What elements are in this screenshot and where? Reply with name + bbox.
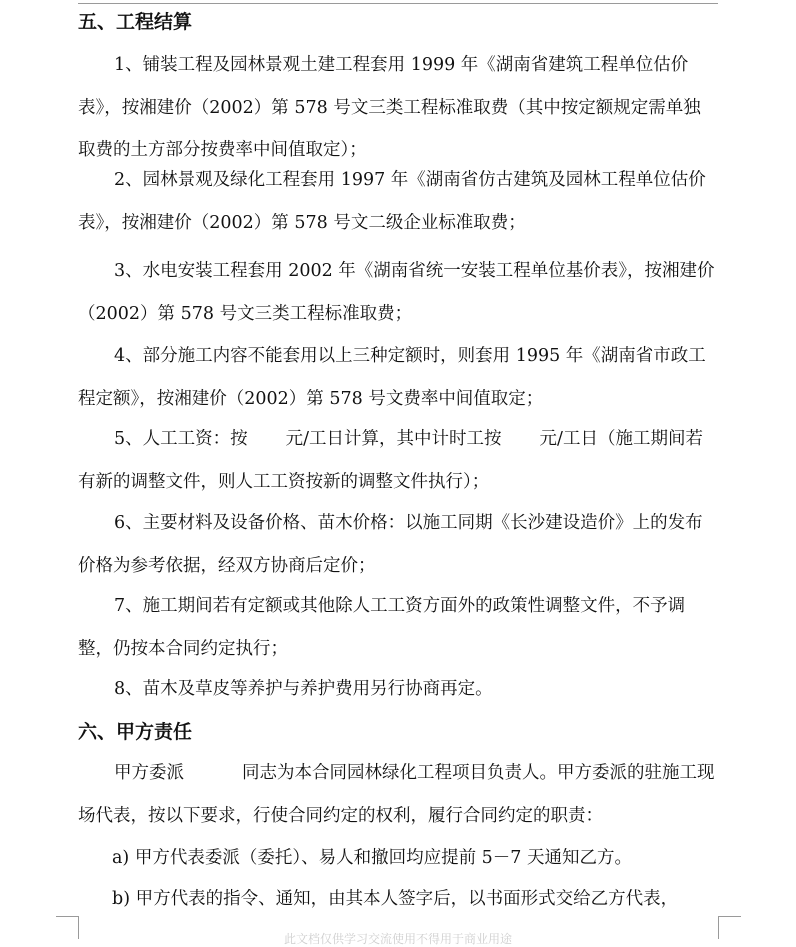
clause-5-7: 7、施工期间若有定额或其他除人工工资方面外的政策性调整文件，不予调整，仍按本合同约定执行； xyxy=(78,596,686,659)
clause-5-8: 8、苗木及草皮等养护与养护费用另行协商再定。 xyxy=(114,679,493,699)
clause-5-4: 4、部分施工内容不能套用以上三种定额时，则套用 1995 年《湖南省市政工程定额》，按湘建价（2002）第 578 号文费率中间值取定； xyxy=(78,346,706,409)
section-6-heading: 六、甲方责任 xyxy=(78,721,193,743)
clause-5-2: 2、园林景观及绿化工程套用 1997 年《湖南省仿古建筑及园林工程单位估价表》，按湘建价（2002）第 578 号文二级企业标准取费； xyxy=(78,170,706,233)
clause-5-3: 3、水电安装工程套用 2002 年《湖南省统一安装工程单位基价表》，按湘建价（2002）第 578 号文三类工程标准取费； xyxy=(78,261,715,324)
clause-6-a: a) 甲方代表委派（委托）、易人和撤回均应提前 5－7 天通知乙方。 xyxy=(112,848,632,868)
clause-5-1: 1、铺装工程及园林景观土建工程套用 1999 年《湖南省建筑工程单位估价表》，按湘建价（2002）第 578 号文三类工程标准取费（其中按定额规定需单独取费的土方部分按费率中间值取定）； xyxy=(78,55,701,160)
clause-5-5: 5、人工工资：按 元/工日计算，其中计时工按 元/工日（施工期间若有新的调整文件，则人工工资按新的调整文件执行）； xyxy=(78,429,703,492)
clause-5-6: 6、主要材料及设备价格、苗木价格：以施工同期《长沙建设造价》上的发布价格为参考依据，经双方协商后定价； xyxy=(78,513,703,576)
clause-6-b: b) 甲方代表的指令、通知，由其本人签字后，以书面形式交给乙方代表， xyxy=(112,889,679,909)
section-5-heading: 五、工程结算 xyxy=(78,11,193,33)
clause-6-intro: 甲方委派 同志为本合同园林绿化工程项目负责人。甲方委派的驻施工现场代表，按以下要求，行使合同约定的权利，履行合同约定的职责： xyxy=(78,763,715,826)
header-rule xyxy=(78,3,718,4)
footer-watermark: 此文档仅供学习交流使用不得用于商业用途 xyxy=(283,932,512,946)
